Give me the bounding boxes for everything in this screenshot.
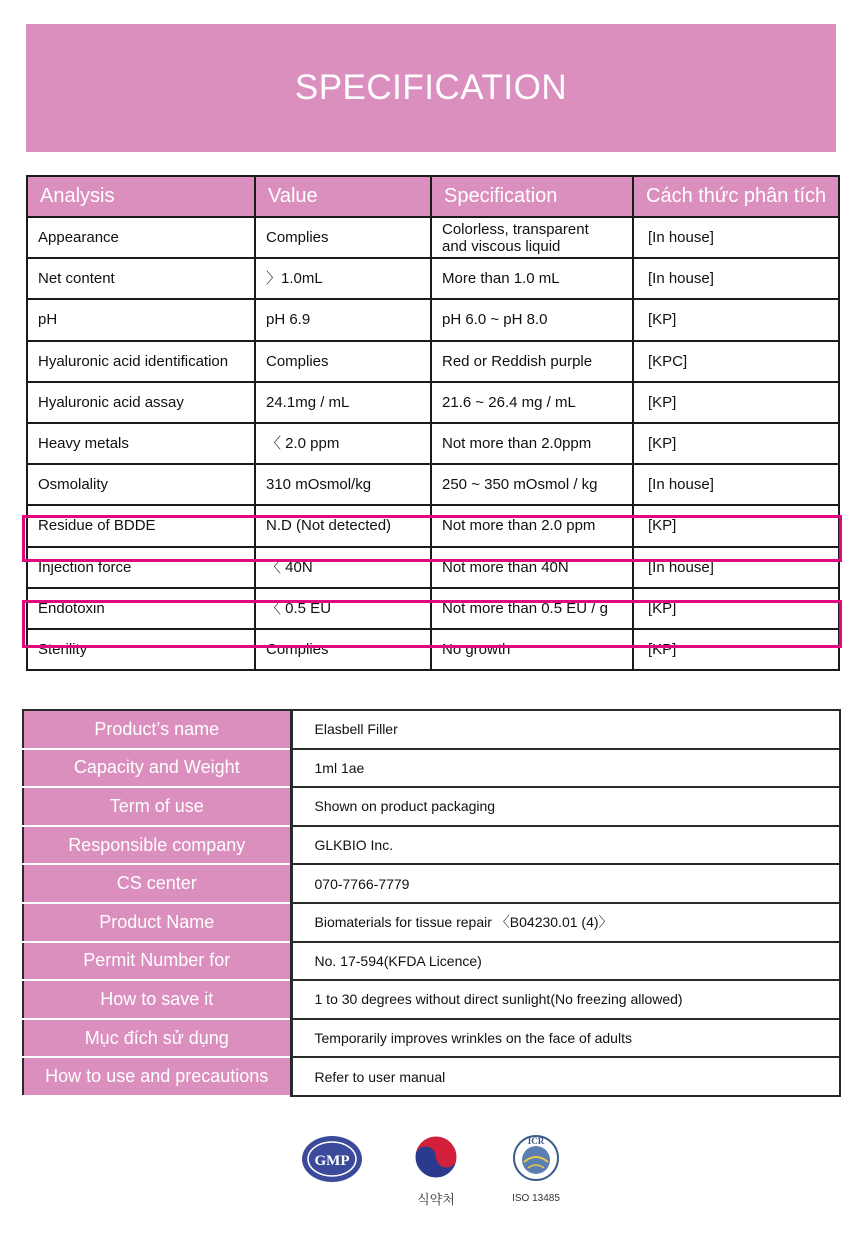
- header-value: Value: [255, 176, 431, 217]
- spec-cell-analysis: Hyaluronic acid identification: [27, 341, 255, 382]
- spec-cell-value: Complies: [255, 629, 431, 670]
- info-value: 1ml 1ae: [291, 749, 840, 788]
- spec-cell-method: [KP]: [633, 423, 839, 464]
- spec-cell-value: 310 mOsmol/kg: [255, 464, 431, 505]
- info-label: Permit Number for: [23, 942, 291, 981]
- info-label: Capacity and Weight: [23, 749, 291, 788]
- taegeuk-icon: [408, 1132, 464, 1182]
- header-analysis: Analysis: [27, 176, 255, 217]
- spec-cell-method: [KP]: [633, 505, 839, 546]
- info-label: CS center: [23, 864, 291, 903]
- product-info-table: [22, 709, 841, 1097]
- spec-cell-specification: No growth: [431, 629, 633, 670]
- spec-row: [27, 505, 839, 546]
- info-label: Mục đích sử dụng: [23, 1019, 291, 1058]
- info-value: 070-7766-7779: [291, 864, 840, 903]
- spec-cell-value: Complies: [255, 217, 431, 258]
- spec-row: [27, 588, 839, 629]
- spec-cell-analysis: Residue of BDDE: [27, 505, 255, 546]
- spec-cell-method: [KP]: [633, 382, 839, 423]
- page-title: SPECIFICATION: [294, 68, 568, 107]
- spec-cell-specification: pH 6.0 ~ pH 8.0: [431, 299, 633, 340]
- gmp-logo: [300, 1134, 364, 1189]
- spec-cell-value: pH 6.9: [255, 299, 431, 340]
- certification-logos: [300, 1130, 580, 1210]
- title-banner: [26, 24, 836, 152]
- spec-cell-specification: Colorless, transparent and viscous liquid: [431, 217, 633, 258]
- info-row: [23, 826, 840, 865]
- info-row: [23, 710, 840, 749]
- info-value: Biomaterials for tissue repair 〈B04230.01 (4)〉: [291, 903, 840, 942]
- spec-cell-analysis: Endotoxin: [27, 588, 255, 629]
- info-row: [23, 942, 840, 981]
- spec-cell-method: [KP]: [633, 629, 839, 670]
- icr-text: ICR: [527, 1136, 545, 1146]
- info-row: [23, 980, 840, 1019]
- info-label: How to use and precautions: [23, 1057, 291, 1096]
- info-label: Responsible company: [23, 826, 291, 865]
- spec-cell-value: 〉1.0mL: [255, 258, 431, 299]
- spec-cell-value: 24.1mg / mL: [255, 382, 431, 423]
- spec-cell-specification: Not more than 2.0ppm: [431, 423, 633, 464]
- iso-logo: [506, 1132, 566, 1204]
- info-row: [23, 1057, 840, 1096]
- spec-cell-value: N.D (Not detected): [255, 505, 431, 546]
- info-row: [23, 903, 840, 942]
- spec-cell-analysis: Hyaluronic acid assay: [27, 382, 255, 423]
- info-value: Shown on product packaging: [291, 787, 840, 826]
- spec-row: [27, 258, 839, 299]
- info-value: No. 17-594(KFDA Licence): [291, 942, 840, 981]
- spec-cell-specification: Not more than 0.5 EU / g: [431, 588, 633, 629]
- spec-row: [27, 423, 839, 464]
- spec-cell-value: Complies: [255, 341, 431, 382]
- info-label: Product’s name: [23, 710, 291, 749]
- info-row: [23, 749, 840, 788]
- spec-cell-specification: More than 1.0 mL: [431, 258, 633, 299]
- gmp-text: GMP: [314, 1153, 350, 1169]
- spec-cell-analysis: Heavy metals: [27, 423, 255, 464]
- spec-cell-specification: Not more than 40N: [431, 547, 633, 588]
- spec-row: [27, 547, 839, 588]
- spec-cell-analysis: Net content: [27, 258, 255, 299]
- info-row: [23, 864, 840, 903]
- info-value: 1 to 30 degrees without direct sunlight(No freezing allowed): [291, 980, 840, 1019]
- info-value: GLKBIO Inc.: [291, 826, 840, 865]
- spec-cell-specification: 21.6 ~ 26.4 mg / mL: [431, 382, 633, 423]
- spec-row: [27, 382, 839, 423]
- mfds-caption: 식약처: [417, 1192, 455, 1207]
- header-specification: Specification: [431, 176, 633, 217]
- spec-cell-value: 〈 0.5 EU: [255, 588, 431, 629]
- info-label: Product Name: [23, 903, 291, 942]
- header-method: Cách thức phân tích: [633, 176, 839, 217]
- iso-caption: ISO 13485: [512, 1193, 560, 1204]
- spec-cell-method: [KP]: [633, 299, 839, 340]
- spec-row: [27, 299, 839, 340]
- mfds-logo: [408, 1132, 464, 1208]
- spec-row: [27, 464, 839, 505]
- spec-cell-specification: Not more than 2.0 ppm: [431, 505, 633, 546]
- spec-cell-analysis: Sterility: [27, 629, 255, 670]
- specification-table: [26, 175, 840, 671]
- spec-header-row: [27, 176, 839, 217]
- info-row: [23, 787, 840, 826]
- spec-cell-method: [KPC]: [633, 341, 839, 382]
- spec-row: [27, 629, 839, 670]
- spec-cell-value: 〈 40N: [255, 547, 431, 588]
- spec-row: [27, 341, 839, 382]
- spec-cell-method: [KP]: [633, 588, 839, 629]
- info-value: Temporarily improves wrinkles on the face of adults: [291, 1019, 840, 1058]
- info-label: How to save it: [23, 980, 291, 1019]
- spec-cell-method: [In house]: [633, 464, 839, 505]
- spec-cell-method: [In house]: [633, 258, 839, 299]
- spec-cell-method: [In house]: [633, 547, 839, 588]
- spec-cell-specification: Red or Reddish purple: [431, 341, 633, 382]
- info-label: Term of use: [23, 787, 291, 826]
- spec-cell-analysis: pH: [27, 299, 255, 340]
- gmp-badge-icon: [300, 1134, 364, 1184]
- spec-cell-value: 〈 2.0 ppm: [255, 423, 431, 464]
- spec-cell-method: [In house]: [633, 217, 839, 258]
- icr-seal-icon: [506, 1132, 566, 1182]
- spec-cell-specification: 250 ~ 350 mOsmol / kg: [431, 464, 633, 505]
- spec-cell-analysis: Injection force: [27, 547, 255, 588]
- spec-cell-analysis: Osmolality: [27, 464, 255, 505]
- info-value: Elasbell Filler: [291, 710, 840, 749]
- info-value: Refer to user manual: [291, 1057, 840, 1096]
- info-row: [23, 1019, 840, 1058]
- spec-cell-analysis: Appearance: [27, 217, 255, 258]
- spec-row: [27, 217, 839, 258]
